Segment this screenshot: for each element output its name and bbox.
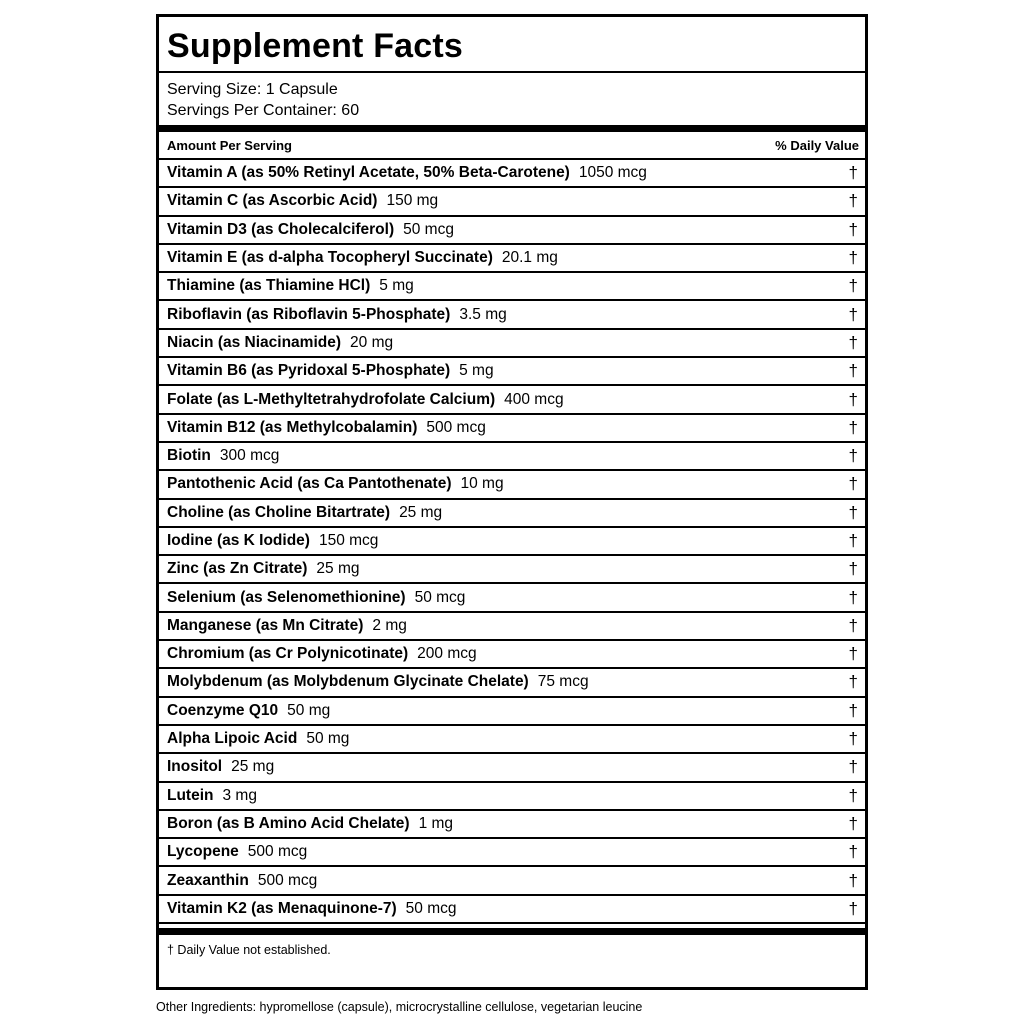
nutrient-amount: 50 mcg xyxy=(414,588,466,606)
nutrient-label xyxy=(167,758,274,776)
nutrient-name: Vitamin B6 (as Pyridoxal 5-Phosphate) xyxy=(167,362,451,380)
nutrient-label xyxy=(167,249,558,267)
thick-divider xyxy=(159,125,865,132)
nutrient-name: Vitamin A (as 50% Retinyl Acetate, 50% Beta-Carotene) xyxy=(167,164,570,182)
footnote: † Daily Value not established. xyxy=(167,943,331,958)
nutrient-name: Biotin xyxy=(167,447,211,465)
nutrient-amount: 500 mcg xyxy=(247,843,308,861)
daily-value-dagger: † xyxy=(848,332,858,352)
nutrient-amount: 500 mcg xyxy=(257,871,318,889)
nutrient-amount: 1 mg xyxy=(418,814,454,832)
nutrient-amount: 300 mcg xyxy=(219,447,280,465)
nutrient-label xyxy=(167,815,453,833)
nutrient-name: Inositol xyxy=(167,758,223,776)
nutrient-label xyxy=(167,504,442,522)
nutrient-name: Niacin (as Niacinamide) xyxy=(167,333,342,351)
nutrient-row xyxy=(159,584,865,612)
nutrient-amount: 200 mcg xyxy=(417,645,477,663)
nutrient-name: Coenzyme Q10 xyxy=(167,701,279,719)
daily-value-dagger: † xyxy=(848,248,858,268)
nutrient-row xyxy=(159,160,865,188)
daily-value-dagger: † xyxy=(848,304,858,324)
nutrient-row xyxy=(159,528,865,556)
nutrient-name: Selenium (as Selenomethionine) xyxy=(167,588,406,606)
nutrient-label xyxy=(167,164,647,182)
amount-per-serving-label: Amount Per Serving xyxy=(167,137,292,153)
nutrient-amount: 25 mg xyxy=(231,758,275,776)
column-header xyxy=(159,132,865,160)
nutrient-name: Thiamine (as Thiamine HCl) xyxy=(167,277,371,295)
daily-value-dagger: † xyxy=(848,191,858,211)
nutrient-name: Vitamin B12 (as Methylcobalamin) xyxy=(167,418,418,436)
nutrient-label xyxy=(167,843,307,861)
nutrient-row xyxy=(159,839,865,867)
daily-value-dagger: † xyxy=(848,559,858,579)
nutrient-row xyxy=(159,783,865,811)
nutrient-label xyxy=(167,589,465,607)
daily-value-dagger: † xyxy=(848,842,858,862)
nutrient-name: Alpha Lipoic Acid xyxy=(167,730,298,748)
serving-size: Serving Size: 1 Capsule xyxy=(167,81,338,98)
thick-divider-bottom xyxy=(159,928,865,935)
nutrient-row xyxy=(159,641,865,669)
nutrient-name: Manganese (as Mn Citrate) xyxy=(167,616,364,634)
nutrient-label xyxy=(167,645,477,663)
nutrient-name: Folate (as L-Methyltetrahydrofolate Calcium) xyxy=(167,390,496,408)
daily-value-dagger: † xyxy=(848,729,858,749)
nutrient-row xyxy=(159,500,865,528)
nutrient-row xyxy=(159,273,865,301)
supplement-facts-panel xyxy=(156,14,868,990)
nutrient-amount: 50 mg xyxy=(287,701,331,719)
nutrient-label xyxy=(167,702,330,720)
nutrient-amount: 1050 mcg xyxy=(578,164,647,182)
nutrient-row xyxy=(159,698,865,726)
nutrient-name: Lycopene xyxy=(167,843,239,861)
nutrient-label xyxy=(167,334,393,352)
daily-value-dagger: † xyxy=(848,757,858,777)
nutrient-row xyxy=(159,386,865,414)
nutrient-row xyxy=(159,867,865,895)
nutrient-amount: 2 mg xyxy=(372,616,407,634)
daily-value-dagger: † xyxy=(848,361,858,381)
nutrient-label xyxy=(167,277,414,295)
daily-value-dagger: † xyxy=(848,389,858,409)
nutrient-amount: 25 mg xyxy=(399,503,443,521)
daily-value-dagger: † xyxy=(848,163,858,183)
nutrient-label xyxy=(167,787,257,805)
nutrient-name: Vitamin E (as d-alpha Tocopheryl Succinate) xyxy=(167,249,493,267)
nutrient-row xyxy=(159,330,865,358)
nutrient-amount: 3.5 mg xyxy=(459,305,507,323)
daily-value-dagger: † xyxy=(848,587,858,607)
nutrient-name: Choline (as Choline Bitartrate) xyxy=(167,503,391,521)
nutrient-label xyxy=(167,447,279,465)
nutrient-label xyxy=(167,617,407,635)
nutrient-row xyxy=(159,188,865,216)
nutrient-name: Zinc (as Zn Citrate) xyxy=(167,560,308,578)
nutrient-amount: 500 mcg xyxy=(426,418,486,436)
daily-value-dagger: † xyxy=(848,644,858,664)
nutrient-name: Vitamin K2 (as Menaquinone-7) xyxy=(167,899,397,917)
nutrient-row xyxy=(159,358,865,386)
nutrient-label xyxy=(167,872,317,890)
nutrient-label xyxy=(167,362,494,380)
nutrient-label xyxy=(167,475,504,493)
nutrient-name: Iodine (as K Iodide) xyxy=(167,532,310,549)
nutrient-row xyxy=(159,556,865,584)
serving-info xyxy=(159,73,865,125)
daily-value-dagger: † xyxy=(848,898,858,918)
nutrient-row xyxy=(159,726,865,754)
nutrient-amount: 75 mcg xyxy=(537,673,589,691)
daily-value-dagger: † xyxy=(848,446,858,466)
nutrient-name: Molybdenum (as Molybdenum Glycinate Chelate) xyxy=(167,673,529,691)
daily-value-dagger: † xyxy=(848,700,858,720)
nutrient-name: Vitamin D3 (as Cholecalciferol) xyxy=(167,220,395,238)
nutrient-amount: 50 mg xyxy=(306,730,350,748)
nutrient-amount: 3 mg xyxy=(222,786,257,804)
nutrient-label xyxy=(167,560,359,578)
daily-value-dagger: † xyxy=(848,813,858,833)
other-ingredients: Other Ingredients: hypromellose (capsule), microcrystalline cellulose, vegetarian leucine xyxy=(156,1000,643,1014)
daily-value-dagger: † xyxy=(848,219,858,239)
daily-value-dagger: † xyxy=(848,276,858,296)
nutrient-row xyxy=(159,754,865,782)
daily-value-dagger: † xyxy=(848,474,858,494)
daily-value-dagger: † xyxy=(848,502,858,522)
nutrient-amount: 20.1 mg xyxy=(501,249,558,267)
nutrient-name: Boron (as B Amino Acid Chelate) xyxy=(167,814,410,832)
panel-title: Supplement Facts xyxy=(159,17,865,73)
servings-per-container: Servings Per Container: 60 xyxy=(167,102,360,119)
nutrient-row xyxy=(159,415,865,443)
nutrient-amount: 25 mg xyxy=(316,560,360,578)
daily-value-dagger: † xyxy=(848,615,858,635)
daily-value-dagger: † xyxy=(848,785,858,805)
nutrient-amount: 20 mg xyxy=(350,333,394,351)
nutrient-label xyxy=(167,391,564,409)
daily-value-dagger: † xyxy=(848,417,858,437)
daily-value-dagger: † xyxy=(848,531,858,550)
nutrient-amount: 400 mcg xyxy=(504,390,564,408)
nutrient-name: Pantothenic Acid (as Ca Pantothenate) xyxy=(167,475,452,493)
nutrient-name: Chromium (as Cr Polynicotinate) xyxy=(167,645,409,663)
nutrient-amount: 50 mcg xyxy=(405,899,457,917)
nutrient-label xyxy=(167,673,589,691)
nutrient-name: Lutein xyxy=(167,786,214,804)
nutrient-label xyxy=(167,900,457,918)
nutrient-label xyxy=(167,221,454,239)
daily-value-dagger: † xyxy=(848,672,858,692)
nutrient-row xyxy=(159,301,865,329)
nutrient-amount: 150 mg xyxy=(386,192,439,210)
nutrient-row xyxy=(159,811,865,839)
nutrient-amount: 5 mg xyxy=(459,362,494,380)
nutrient-label xyxy=(167,192,438,210)
nutrient-amount: 5 mg xyxy=(379,277,414,295)
nutrient-row xyxy=(159,896,865,924)
nutrient-amount: 10 mg xyxy=(460,475,504,493)
nutrient-row xyxy=(159,613,865,641)
daily-value-dagger: † xyxy=(848,870,858,890)
nutrient-name: Vitamin C (as Ascorbic Acid) xyxy=(167,192,378,210)
nutrient-label xyxy=(167,730,349,748)
nutrient-name: Riboflavin (as Riboflavin 5-Phosphate) xyxy=(167,305,451,323)
nutrient-label xyxy=(167,532,378,550)
daily-value-label: % Daily Value xyxy=(775,137,859,153)
nutrient-row xyxy=(159,471,865,499)
nutrient-label xyxy=(167,306,507,324)
nutrient-amount: 50 mcg xyxy=(403,220,454,238)
nutrient-label xyxy=(167,419,486,437)
nutrient-row xyxy=(159,217,865,245)
nutrient-row xyxy=(159,669,865,697)
nutrient-amount: 150 mcg xyxy=(318,532,379,549)
nutrient-list xyxy=(159,160,865,924)
nutrient-name: Zeaxanthin xyxy=(167,871,249,889)
nutrient-row xyxy=(159,443,865,471)
nutrient-row xyxy=(159,245,865,273)
